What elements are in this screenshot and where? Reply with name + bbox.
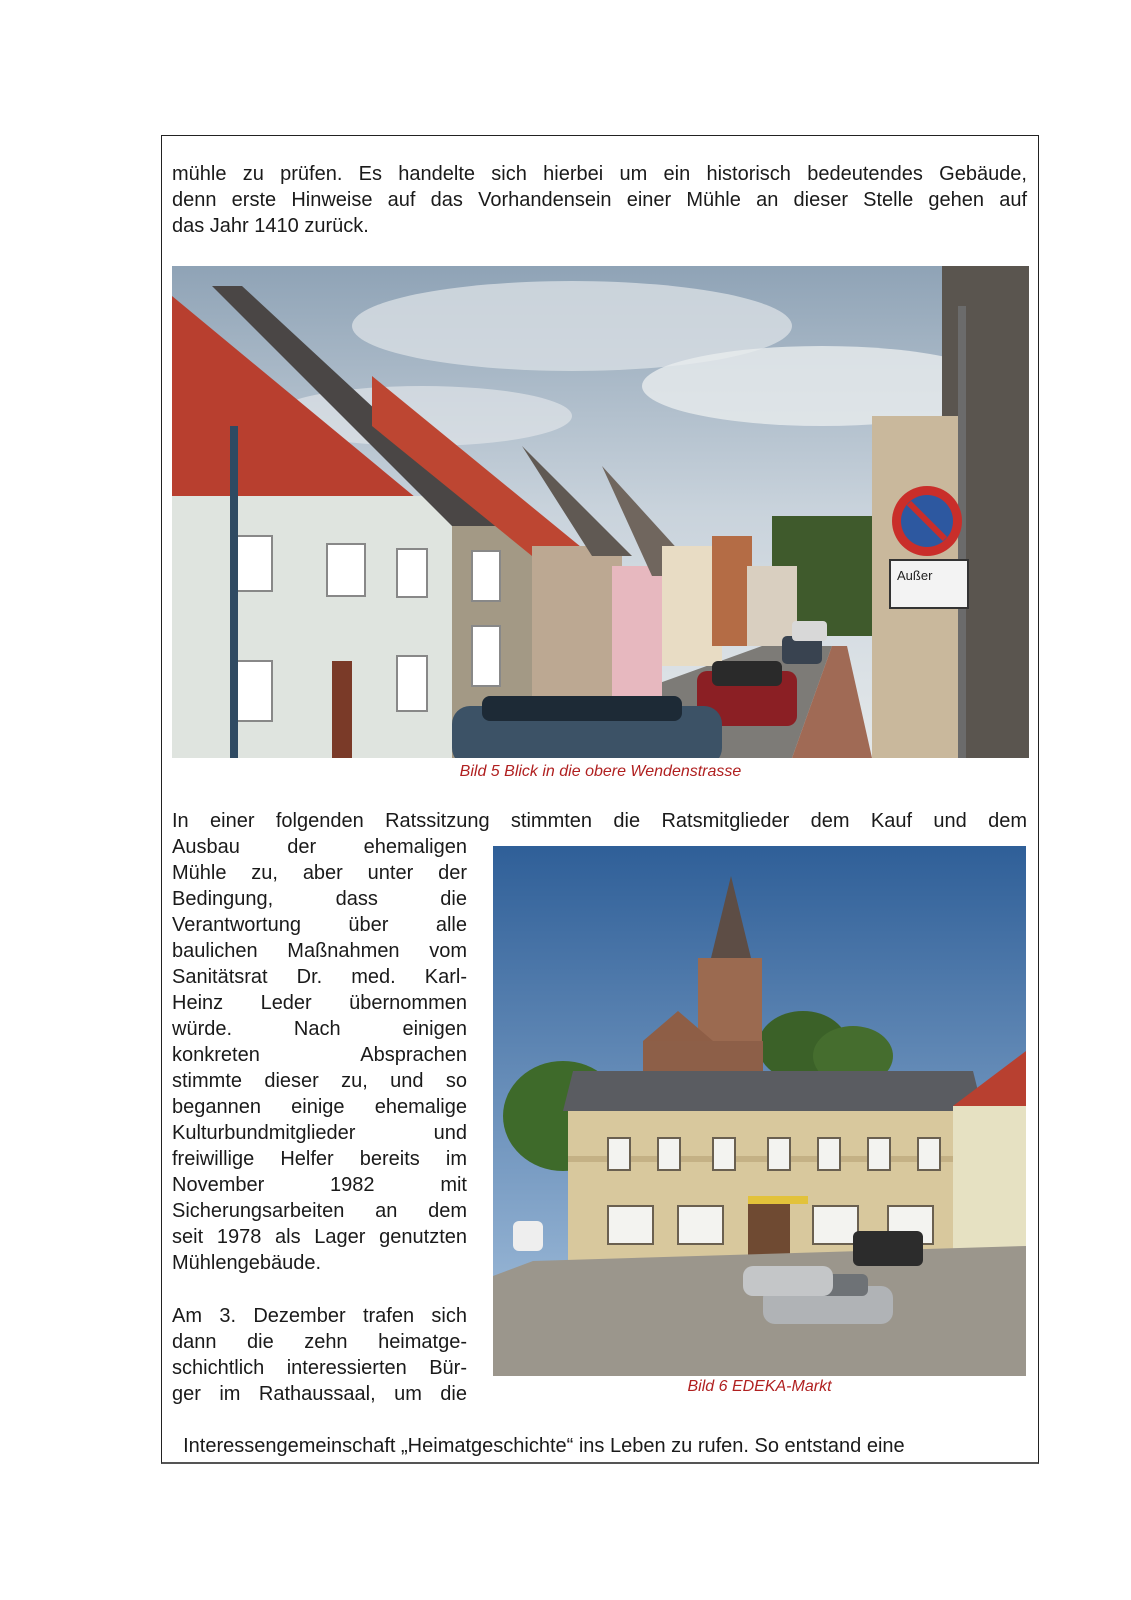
text-line: freiwillige Helfer bereits im: [172, 1148, 467, 1170]
market-photo: [493, 846, 1026, 1376]
figure6-caption: Bild 6 EDEKA-Markt: [687, 1378, 832, 1395]
text-line: In einer folgenden Ratssitzung stimmten die Ratsmitglieder dem Kauf und dem: [172, 810, 1027, 832]
text-line: Sicherungsarbeiten an dem: [172, 1200, 467, 1222]
text-line: begannen einige ehemalige: [172, 1096, 467, 1118]
text-line: dann die zehn heimatge-: [172, 1331, 467, 1353]
text-line: Interessengemeinschaft „Heimatgeschichte“ ins Leben zu rufen. So entstand eine: [183, 1435, 905, 1457]
text-line: mühle zu prüfen. Es handelte sich hierbei um ein historisch bedeutendes Gebäude,: [172, 163, 1027, 185]
top-paragraph: [172, 161, 1027, 239]
text-line: schichtlich interessierten Bür-: [172, 1357, 467, 1379]
text-line: Bedingung, dass die: [172, 888, 467, 910]
last-paragraph-final-line: [172, 1407, 1027, 1459]
text-line: das Jahr 1410 zurück.: [172, 215, 369, 237]
street-photo: [172, 266, 1029, 758]
text-line: Mühlengebäude.: [172, 1252, 322, 1274]
sign-text: Außer: [897, 568, 933, 583]
text-line: würde. Nach einigen: [172, 1018, 467, 1040]
figure5-caption: Bild 5 Blick in die obere Wendenstrasse: [459, 763, 742, 780]
text-line: konkreten Absprachen: [172, 1044, 467, 1066]
text-line: ger im Rathaussaal, um die: [172, 1383, 467, 1405]
middle-paragraph-first-line: [172, 808, 1027, 834]
text-line: Am 3. Dezember trafen sich: [172, 1305, 467, 1327]
text-line: Sanitätsrat Dr. med. Karl-: [172, 966, 467, 988]
text-line: stimmte dieser zu, und so: [172, 1070, 467, 1092]
text-line: denn erste Hinweise auf das Vorhandensein einer Mühle an dieser Stelle gehen auf: [172, 189, 1027, 211]
text-line: Verantwortung über alle: [172, 914, 467, 936]
text-line: Ausbau der ehemaligen: [172, 836, 467, 858]
text-line: seit 1978 als Lager genutzten: [172, 1226, 467, 1248]
text-line: Mühle zu, aber unter der: [172, 862, 467, 884]
middle-paragraph-column: [172, 834, 467, 1276]
text-line: November 1982 mit: [172, 1174, 467, 1196]
text-line: baulichen Maßnahmen vom: [172, 940, 467, 962]
last-paragraph-column: [172, 1303, 467, 1407]
text-line: Kulturbundmitglieder und: [172, 1122, 467, 1144]
text-line: Heinz Leder übernommen: [172, 992, 467, 1014]
